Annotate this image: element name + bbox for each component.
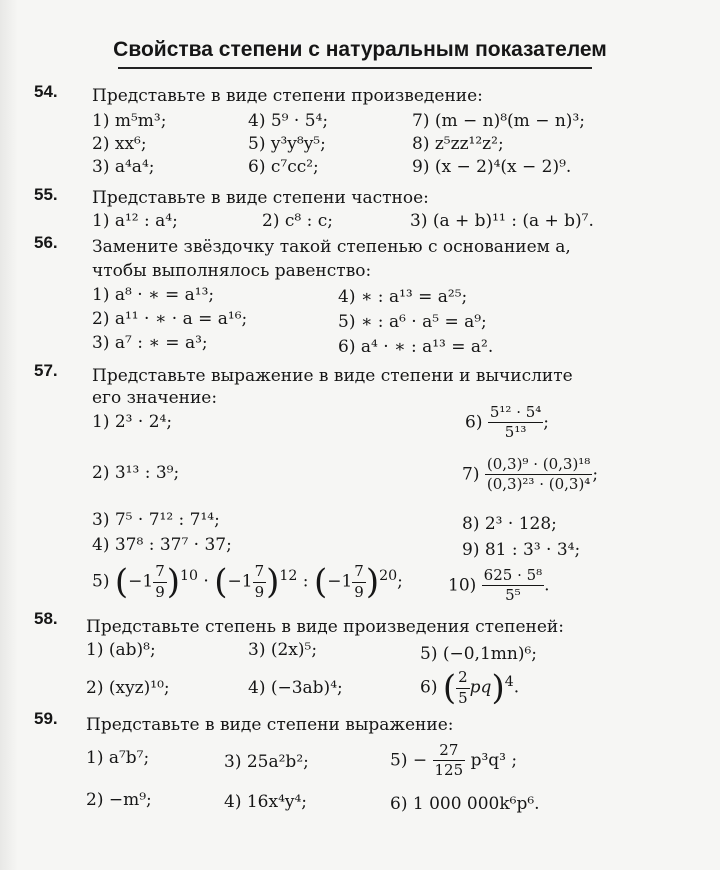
task-item-57-6 bbox=[465, 404, 549, 442]
fraction: $\frac{27}{125}$ bbox=[434, 741, 464, 780]
exercise-number: 58. bbox=[34, 609, 58, 628]
task-item: 5) ∗ : a⁶ · a⁵ = a⁹; bbox=[338, 312, 487, 332]
paren-open: ( bbox=[313, 562, 328, 602]
task-item-57-7 bbox=[462, 456, 598, 494]
task-item: 2) c⁸ : c; bbox=[262, 211, 333, 231]
task-item: 3) 7⁵ · 7¹² : 7¹⁴; bbox=[92, 510, 220, 530]
task-item-59-5 bbox=[390, 742, 517, 780]
task-item-57-5 bbox=[92, 562, 403, 602]
exponent: 12 bbox=[279, 567, 298, 584]
task-item: 3) (2x)⁵; bbox=[248, 640, 318, 660]
task-item: 4) 5⁹ · 5⁴; bbox=[248, 111, 329, 131]
fraction: $\frac{2}{5}$ bbox=[458, 668, 468, 707]
whole-part: −1 bbox=[327, 571, 353, 592]
item-label: 5) bbox=[92, 571, 110, 592]
fraction: $\frac{\text{(0,3)⁹ · (0,3)¹⁸}}{\text{(0,3)²³ · (0,3)⁴}}$ bbox=[486, 455, 591, 494]
task-item: 1) a⁷b⁷; bbox=[86, 748, 150, 768]
exponent: 20 bbox=[379, 567, 398, 584]
paren-close: ) bbox=[365, 562, 380, 602]
task-item: 1) (ab)⁸; bbox=[86, 640, 156, 660]
exercise-instruction: Представьте в виде степени выражение: bbox=[86, 715, 454, 735]
task-item-57-10 bbox=[448, 567, 550, 605]
punctuation: ; bbox=[543, 412, 550, 433]
punctuation: ; bbox=[592, 464, 599, 485]
task-item: 7) (m − n)⁸(m − n)³; bbox=[412, 111, 585, 131]
fraction: $\frac{\text{625 · 5⁸}}{\text{5⁵}}$ bbox=[483, 566, 543, 605]
exercise-number: 55. bbox=[34, 185, 58, 204]
fraction: $\frac{7}{9}$ bbox=[254, 562, 265, 601]
whole-part: −1 bbox=[128, 571, 154, 592]
paren-close: ) bbox=[266, 562, 280, 602]
operator: : bbox=[302, 571, 309, 592]
punctuation: . bbox=[544, 575, 550, 596]
task-item: 3) (a + b)¹¹ : (a + b)⁷. bbox=[410, 211, 594, 231]
task-item: 6) a⁴ · ∗ : a¹³ = a². bbox=[338, 337, 494, 357]
exercise-instruction: Представьте в виде степени произведение: bbox=[92, 86, 483, 106]
item-label: 10) bbox=[448, 575, 477, 596]
exercise-number: 56. bbox=[34, 233, 58, 252]
punctuation: . bbox=[513, 677, 520, 698]
task-item: 2) −m⁹; bbox=[86, 790, 152, 810]
task-item: 2) (xyz)¹⁰; bbox=[86, 678, 170, 698]
fraction: $\frac{\text{5¹² · 5⁴}}{\text{5¹³}}$ bbox=[489, 403, 542, 442]
task-item: 6) 1 000 000k⁶p⁶. bbox=[390, 794, 540, 814]
operator: · bbox=[203, 571, 209, 592]
exercise-instruction: его значение: bbox=[92, 388, 218, 408]
paren-open: ( bbox=[442, 668, 457, 708]
task-item: 1) a⁸ · ∗ = a¹³; bbox=[92, 285, 215, 305]
task-item-58-6 bbox=[420, 668, 519, 708]
task-item: 1) a¹² : a⁴; bbox=[92, 211, 178, 231]
task-item: 9) 81 : 3³ · 3⁴; bbox=[462, 540, 581, 560]
task-item: 5) (−0,1mn)⁶; bbox=[420, 644, 538, 664]
exercise-number: 54. bbox=[34, 82, 58, 101]
item-label: 6) bbox=[420, 677, 438, 698]
task-item: 2) 3¹³ : 3⁹; bbox=[92, 463, 180, 483]
paren-close: ) bbox=[491, 668, 505, 708]
task-item: 3) a⁴a⁴; bbox=[92, 157, 155, 177]
paren-open: ( bbox=[114, 562, 129, 602]
task-item: 1) m⁵m³; bbox=[92, 111, 167, 131]
task-item: 3) 25a²b²; bbox=[224, 752, 309, 772]
task-item: 4) ∗ : a¹³ = a²⁵; bbox=[338, 287, 468, 307]
exercise-instruction: Представьте в виде степени частное: bbox=[92, 188, 429, 208]
exercise-instruction: чтобы выполнялось равенство: bbox=[92, 261, 372, 281]
paren-close: ) bbox=[166, 562, 180, 602]
paren-open: ( bbox=[214, 562, 228, 602]
exercise-number: 57. bbox=[34, 361, 58, 380]
item-label: 5) − bbox=[390, 750, 428, 771]
item-label: 6) bbox=[465, 412, 483, 433]
expression-rest: p³q³ ; bbox=[470, 750, 518, 771]
task-item: 4) (−3ab)⁴; bbox=[248, 678, 343, 698]
exponent: 10 bbox=[180, 567, 199, 584]
fraction: $\frac{7}{9}$ bbox=[155, 562, 165, 601]
punctuation: ; bbox=[397, 571, 403, 592]
variables: pq bbox=[469, 677, 492, 698]
task-item: 2) xx⁶; bbox=[92, 134, 147, 154]
task-item: 4) 16x⁴y⁴; bbox=[224, 792, 308, 812]
task-item: 3) a⁷ : ∗ = a³; bbox=[92, 333, 208, 353]
exercise-number: 59. bbox=[34, 709, 58, 728]
whole-part: −1 bbox=[227, 571, 253, 592]
task-item: 8) z⁵zz¹²z²; bbox=[412, 134, 504, 154]
task-item: 9) (x − 2)⁴(x − 2)⁹. bbox=[412, 157, 572, 177]
task-item: 5) y³y⁸y⁵; bbox=[248, 134, 326, 154]
task-item: 4) 37⁸ : 37⁷ · 37; bbox=[92, 535, 232, 555]
exercise-instruction: Представьте степень в виде произведения степеней: bbox=[86, 617, 564, 637]
exercise-instruction: Представьте выражение в виде степени и вычислите bbox=[92, 366, 573, 386]
task-item: 2) a¹¹ · ∗ · a = a¹⁶; bbox=[92, 309, 248, 329]
task-item: 8) 2³ · 128; bbox=[462, 514, 557, 534]
exponent: 4 bbox=[504, 673, 514, 690]
task-item: 1) 2³ · 2⁴; bbox=[92, 412, 173, 432]
task-item: 6) c⁷cc²; bbox=[248, 157, 319, 177]
title-underline bbox=[118, 67, 592, 69]
fraction: $\frac{7}{9}$ bbox=[354, 562, 364, 601]
page-title: Свойства степени с натуральным показателем bbox=[113, 38, 607, 61]
item-label: 7) bbox=[462, 464, 480, 485]
exercise-instruction: Замените звёздочку такой степенью с основанием a, bbox=[92, 237, 571, 257]
